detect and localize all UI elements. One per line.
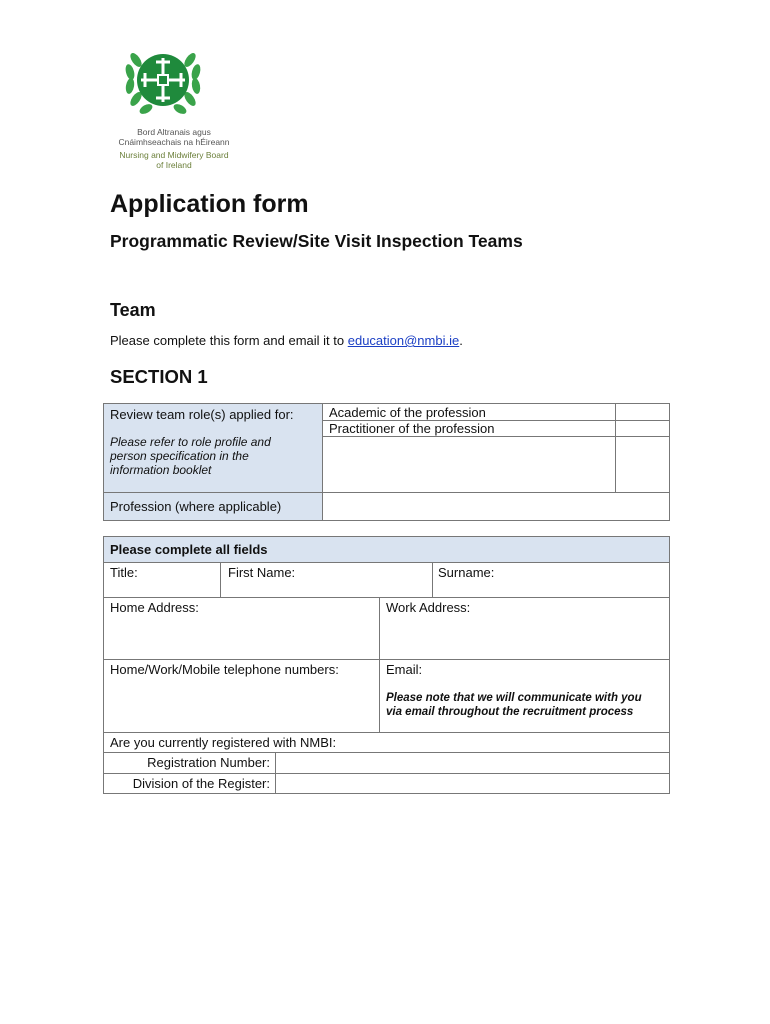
title-label: Title:	[110, 565, 138, 580]
email-link[interactable]: education@nmbi.ie	[347, 333, 460, 348]
team-heading: Team	[110, 300, 156, 320]
registered-label: Are you currently registered with NMBI:	[110, 735, 337, 750]
section1-label-column	[104, 404, 323, 520]
divider	[104, 659, 669, 660]
logo-irish-line1: Bord Altranais agus	[137, 127, 211, 137]
work-address-label: Work Address:	[386, 600, 471, 615]
first-name-label: First Name:	[228, 565, 296, 580]
role-option-academic: Academic of the profession	[329, 405, 486, 420]
divider	[104, 773, 669, 774]
details-header	[104, 537, 669, 563]
home-address-label: Home Address:	[110, 600, 199, 615]
divider	[220, 562, 221, 597]
logo-english-line2: of Ireland	[156, 160, 192, 170]
section1-table	[103, 403, 670, 521]
divider	[379, 597, 380, 732]
surname-label: Surname:	[438, 565, 495, 580]
profession-label: Profession (where applicable)	[110, 499, 282, 514]
academic-checkbox-cell[interactable]	[616, 404, 669, 420]
divider	[104, 752, 669, 753]
divider	[104, 597, 669, 598]
phone-label: Home/Work/Mobile telephone numbers:	[110, 662, 339, 677]
role-label: Review team role(s) applied for:	[110, 407, 294, 422]
registration-number-label: Registration Number:	[147, 755, 270, 770]
details-table	[103, 536, 670, 794]
logo-english-line1: Nursing and Midwifery Board	[119, 150, 229, 160]
details-header-label: Please complete all fields	[110, 542, 268, 557]
instructions-text: Please complete this form and email it to	[110, 333, 348, 348]
email-label: Email:	[386, 662, 423, 677]
divider	[432, 562, 433, 597]
row-divider	[104, 492, 322, 493]
practitioner-checkbox-cell[interactable]	[616, 421, 669, 436]
logo-irish-line2: Cnáimhseachais na hÉireann	[118, 137, 230, 147]
role-note: Please refer to role profile and person specification in the information booklet	[110, 435, 271, 477]
email-note: Please note that we will communicate with you via email throughout the recruitment process	[386, 692, 642, 718]
page-subtitle: Programmatic Review/Site Visit Inspection Teams	[110, 231, 523, 251]
section-heading: SECTION 1	[110, 366, 208, 387]
instructions	[110, 333, 463, 348]
page-title: Application form	[110, 190, 309, 218]
logo-caption	[108, 127, 240, 170]
divider	[322, 436, 669, 437]
divider	[104, 732, 669, 733]
division-label: Division of the Register:	[132, 776, 270, 791]
nmbi-laurel-logo-icon	[108, 40, 238, 125]
profession-input[interactable]	[323, 493, 669, 520]
role-option-practitioner: Practitioner of the profession	[329, 421, 495, 436]
instructions-end: .	[459, 333, 463, 348]
